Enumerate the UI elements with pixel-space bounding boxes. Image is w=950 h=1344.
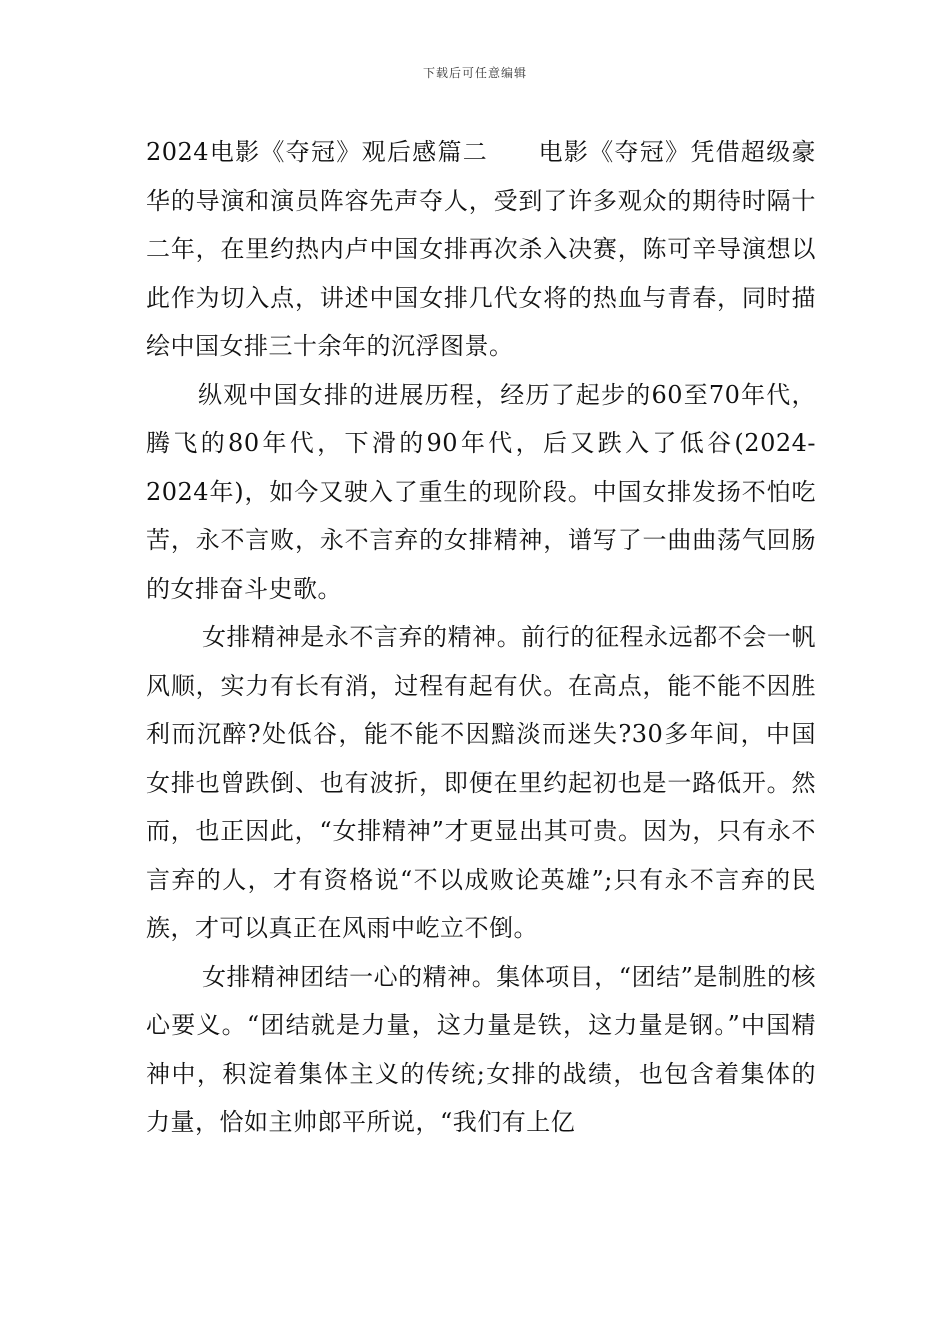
paragraph-intro: 2024电影《夺冠》观后感篇二 电影《夺冠》凭借超级豪华的导演和演员阵容先声夺人，受到了许多观众的期待时隔十二年，在里约热内卢中国女排再次杀入决赛，陈可辛导演想以此作为切入点，讲述中国女排几代女将的热血与青春，同时描绘中国女排三十余年的沉浮图景。 <box>146 138 816 360</box>
paragraph-never-give-up: 女排精神是永不言弃的精神。前行的征程永远都不会一帆风顺，实力有长有消，过程有起有伏。在高点，能不能不因胜利而沉醉?处低谷，能不能不因黯淡而迷失?30多年间，中国女排也曾跌倒、也有波折，即便在里约起初也是一路低开。然而，也正因此，“女排精神”才更显出其可贵。因为，只有永不言弃的人，才有资格说“不以成败论英雄”;只有永不言弃的民族，才可以真正在风雨中屹立不倒。 <box>146 623 816 942</box>
page-header-note: 下载后可任意编辑 <box>422 66 527 80</box>
paragraph-history: 纵观中国女排的进展历程，经历了起步的60至70年代，腾飞的80年代，下滑的90年代，后又跌入了低谷(2024-2024年)，如今又驶入了重生的现阶段。中国女排发扬不怕吃苦，永不言败，永不言弃的女排精神，谱写了一曲曲荡气回肠的女排奋斗史歌。 <box>146 380 816 603</box>
document-body <box>146 128 816 1147</box>
paragraph-unity: 女排精神团结一心的精神。集体项目，“团结”是制胜的核心要义。“团结就是力量，这力量是铁，这力量是钢。”中国精神中，积淀着集体主义的传统;女排的战绩，也包含着集体的力量，恰如主帅郎平所说，“我们有上亿 <box>146 962 816 1136</box>
